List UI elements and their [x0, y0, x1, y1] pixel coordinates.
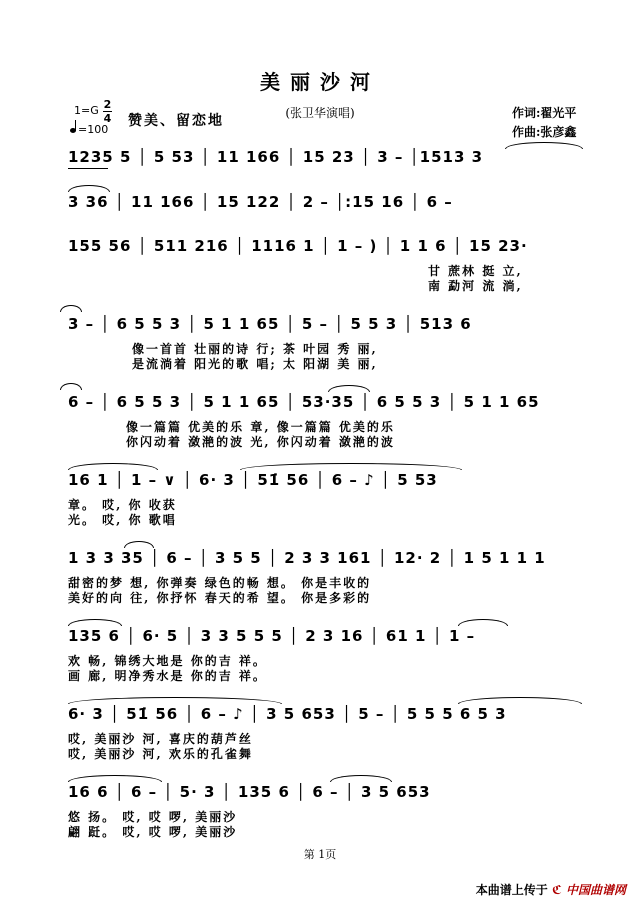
- time-signature-bottom: 4: [103, 112, 112, 125]
- score-system-10: [0, 783, 640, 883]
- lyrics-verse-2: 翩 跹。 哎, 哎 啰, 美丽沙: [68, 825, 238, 839]
- notation-line: 6 – │ 6 5 5 3 │ 5 1 1 65 │ 53·35 │ 6 5 5 3 │ 5 1 1 65: [68, 393, 540, 411]
- site-logo[interactable]: ℭ 中国曲谱网: [551, 883, 626, 897]
- lyrics-verse-1: 甜密的梦 想, 你弹奏 绿色的畅 想。 你是丰收的: [68, 576, 372, 590]
- lyrics-verse-2: 你闪动着 潋滟的波 光, 你闪动着 潋滟的波: [126, 435, 395, 449]
- notation-line: 3 – │ 6 5 5 3 │ 5 1 1 65 │ 5 – │ 5 5 3 │ 513 6: [68, 315, 472, 333]
- lyrics-verse-2: 画 廊, 明净秀水是 你的吉 祥。: [68, 669, 267, 683]
- key-signature: 1=G: [74, 104, 99, 117]
- slur: [240, 463, 462, 470]
- slur: [124, 541, 154, 548]
- slur: [68, 463, 158, 470]
- lyrics-verse-2: 是流淌着 阳光的歌 唱; 太 阳湖 美 丽,: [132, 357, 378, 371]
- slur: [60, 383, 82, 390]
- notation-line: 6· 3 │ 51̇ 56 │ 6 – ♪ │ 3 5 653 │ 5 – │ 5 5 5 6 5 3: [68, 705, 507, 723]
- slur: [328, 385, 370, 392]
- lyrics-verse-1: 欢 畅, 锦绣大地是 你的吉 祥。: [68, 654, 267, 668]
- lyrics-verse-1: 悠 扬。 哎, 哎 啰, 美丽沙: [68, 810, 238, 824]
- lyrics-verse-1: 像一篇篇 优美的乐 章, 像一篇篇 优美的乐: [126, 420, 395, 434]
- lyrics-verse-1: 甘 蔗林 挺 立,: [428, 264, 523, 278]
- slur: [68, 619, 122, 626]
- slur: [68, 185, 110, 192]
- lyrics-verse-2: 美好的向 往, 你抒怀 春天的希 望。 你是多彩的: [68, 591, 372, 605]
- lyrics-verse-2: 南 勐河 流 淌,: [428, 279, 523, 293]
- lyrics-verse-1: 章。 哎, 你 收获: [68, 498, 177, 512]
- notation-line: 1235 5 │ 5 53 │ 11 166 │ 15 23 │ 3 – │1513 3: [68, 148, 484, 166]
- lyrics-verse-2: 哎, 美丽沙 河, 欢乐的孔雀舞: [68, 747, 253, 761]
- notation-line: 16 6 │ 6 – │ 5· 3 │ 135 6 │ 6 – │ 3 5 653: [68, 783, 431, 801]
- slur: [458, 619, 508, 626]
- slur: [60, 305, 82, 312]
- beam-line: [68, 168, 108, 169]
- notation-line: 1 3 3 35 │ 6 – │ 3 5 5 │ 2 3 3 161 │ 12· 2 │ 1 5 1 1 1: [68, 549, 546, 567]
- time-signature: [103, 99, 112, 124]
- slur: [505, 142, 583, 149]
- notation-line: 155 56 │ 511 216 │ 1116 1 │ 1 – ) │ 1 1 6 │ 15 23·: [68, 237, 528, 255]
- slur: [330, 775, 392, 782]
- composer: 作曲:张彦鑫: [512, 125, 577, 139]
- singer-credit: (张卫华演唱): [285, 106, 355, 120]
- notation-line: 16 1 │ 1 – ∨ │ 6· 3 │ 51̇ 56 │ 6 – ♪ │ 5 53: [68, 471, 438, 489]
- slur: [68, 775, 162, 782]
- lyrics-verse-2: 光。 哎, 你 歌唱: [68, 513, 177, 527]
- tempo-value: =100: [78, 123, 109, 136]
- notation-line: 3 36 │ 11 166 │ 15 122 │ 2 – │:15 16 │ 6 –: [68, 193, 453, 211]
- lyricist: 作词:翟光平: [512, 106, 577, 120]
- page-number: 第 1页: [303, 848, 337, 861]
- lyrics-verse-1: 哎, 美丽沙 河, 喜庆的葫芦丝: [68, 732, 253, 746]
- site-name: 中国曲谱网: [565, 883, 626, 897]
- quarter-note-icon: [70, 128, 76, 133]
- notation-line: 135 6 │ 6· 5 │ 3 3 5 5 5 │ 2 3 16 │ 61 1 │ 1 –: [68, 627, 476, 645]
- slur: [68, 697, 282, 704]
- time-signature-top: 2: [103, 98, 112, 111]
- tempo-marking: [70, 123, 108, 136]
- expression-mark: 赞美、留恋地: [128, 113, 224, 129]
- slur: [458, 697, 582, 704]
- upload-text: 本曲谱上传于: [475, 883, 548, 897]
- lyrics-verse-1: 像一首首 壮丽的诗 行; 茶 叶园 秀 丽,: [132, 342, 378, 356]
- page-title: 美丽沙河: [260, 70, 380, 94]
- upload-credit: [476, 881, 626, 898]
